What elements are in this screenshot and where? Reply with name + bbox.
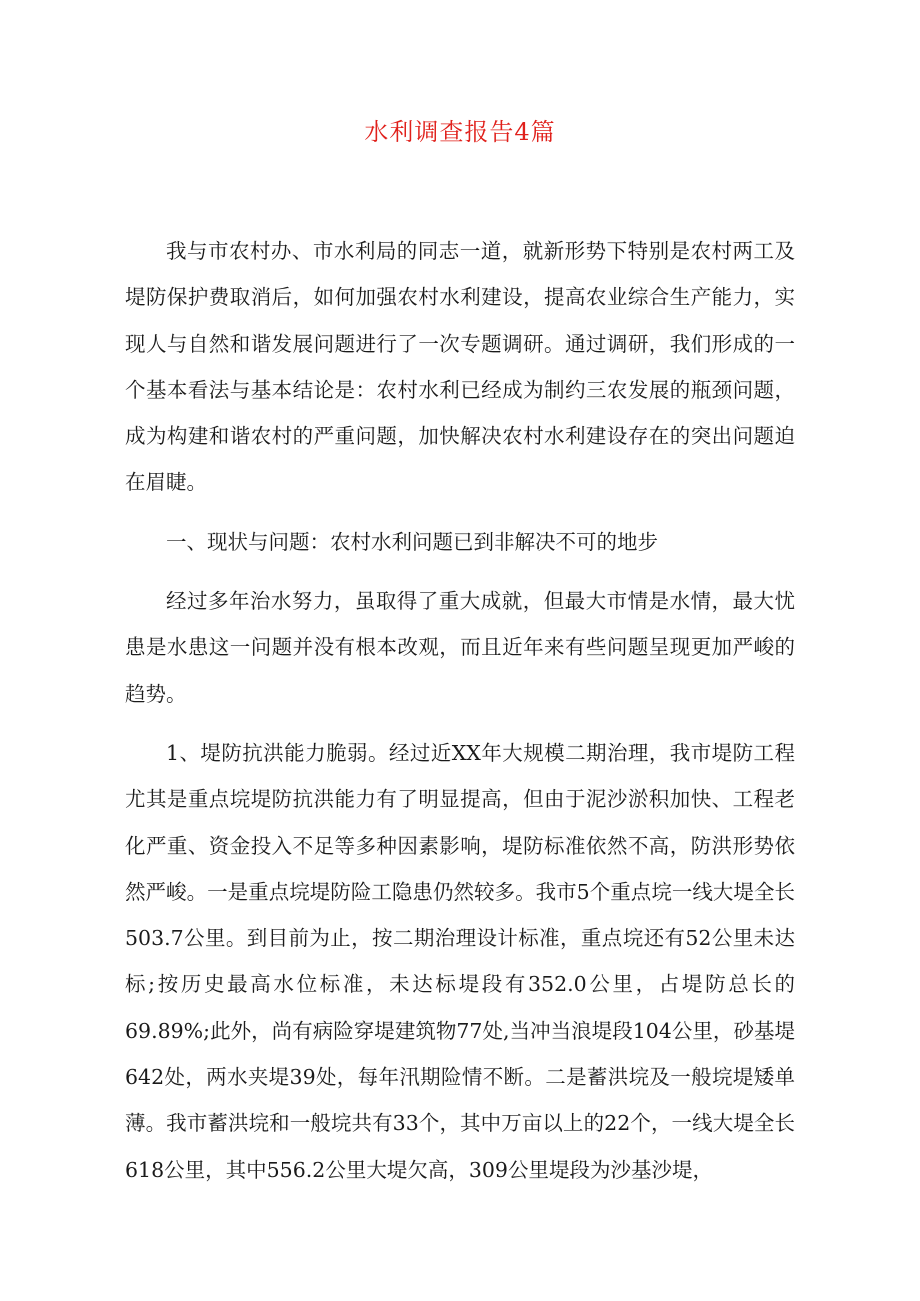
document-title: 水利调查报告4篇 — [364, 118, 556, 146]
paragraph-levee-capacity: 1、堤防抗洪能力脆弱。经过近XX年大规模二期治理，我市堤防工程尤其是重点垸堤防抗洪能力有了明显提高，但由于泥沙淤积加快、工程老化严重、资金投入不足等多种因素影响，堤防标准依然不高，防洪形势依然严峻。一是重点垸堤防险工隐患仍然较多。我市5个重点垸一线大堤全长503.7公里。到目前为止，按二期治理设计标准，重点垸还有52公里未达标;按历史最高水位标准，未达标堤段有352.0公里，占堤防总长的69.89%;此外，尚有病险穿堤建筑物77处,当冲当浪堤段104公里，砂基堤642处，两水夹堤39处，每年汛期险情不断。二是蓄洪垸及一般垸堤矮单薄。我市蓄洪垸和一般垸共有33个，其中万亩以上的22个，一线大堤全长618公里，其中556.2公里大堤欠高，309公里堤段为沙基沙堤， — [125, 740, 795, 1182]
paragraph-intro: 我与市农村办、市水利局的同志一道，就新形势下特别是农村两工及堤防保护费取消后，如何加强农村水利建设，提高农业综合生产能力，实现人与自然和谐发展问题进行了一次专题调研。通过调研，我们形成的一个基本看法与基本结论是：农村水利已经成为制约三农发展的瓶颈问题，成为构建和谐农村的严重问题，加快解决农村水利建设存在的突出问题迫在眉睫。 — [125, 239, 795, 495]
paragraph-water-situation: 经过多年治水努力，虽取得了重大成就，但最大市情是水情，最大忧患是水患这一问题并没有根本改观，而且近年来有些问题呈现更加严峻的趋势。 — [125, 589, 795, 706]
document-body — [125, 228, 795, 1193]
section-heading-status-and-problems: 一、现状与问题：农村水利问题已到非解决不可的地步 — [166, 529, 658, 554]
